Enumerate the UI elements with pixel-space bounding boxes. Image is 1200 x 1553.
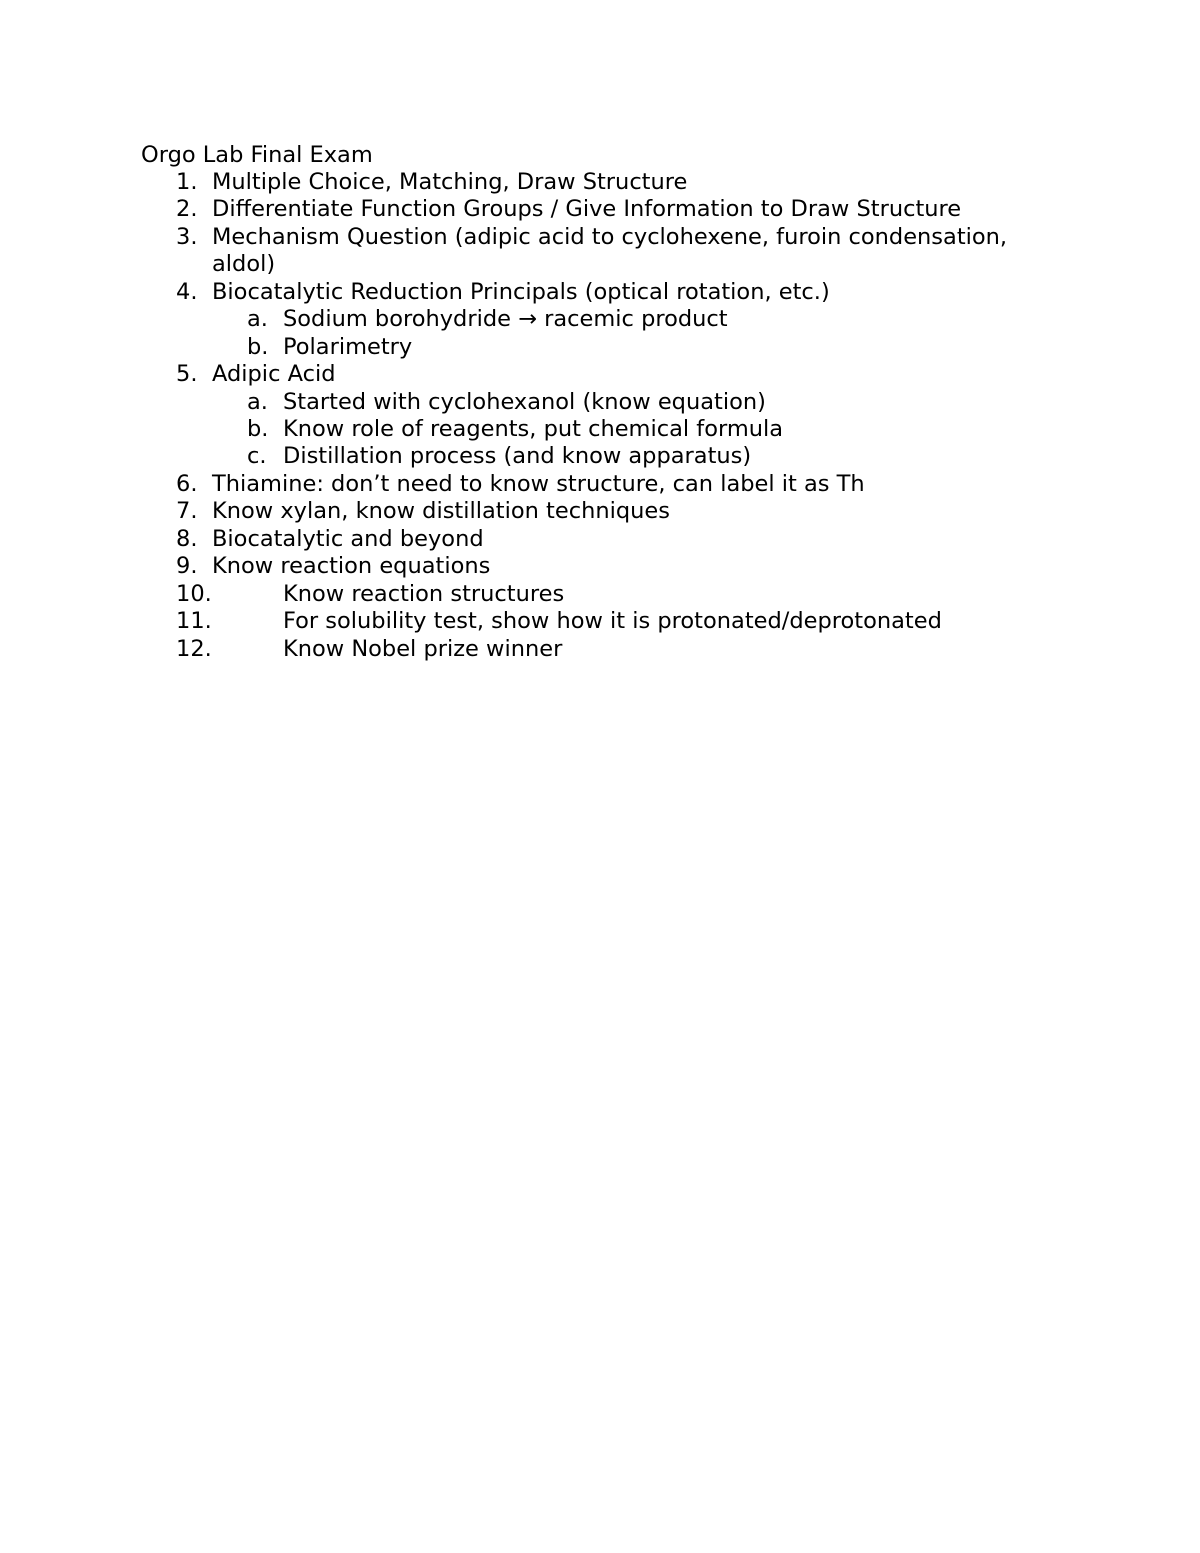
item-text: Adipic Acid xyxy=(212,361,336,387)
item-number: 8. xyxy=(176,526,198,552)
subitem-letter: b. xyxy=(247,334,269,360)
subitem-text: Started with cyclohexanol (know equation) xyxy=(283,389,766,415)
item-text: Mechanism Question (adipic acid to cyclohexene, furoin condensation, xyxy=(212,224,1008,250)
item-text: Know xylan, know distillation techniques xyxy=(212,498,670,524)
item-text: Biocatalytic Reduction Principals (optical rotation, etc.) xyxy=(212,279,830,305)
item-text: Know Nobel prize winner xyxy=(283,636,563,662)
item-number: 4. xyxy=(176,279,198,305)
item-number: 2. xyxy=(176,196,198,222)
item-text: For solubility test, show how it is protonated/deprotonated xyxy=(283,608,942,634)
item-text: Know reaction equations xyxy=(212,553,491,579)
item-number: 7. xyxy=(176,498,198,524)
item-number: 10. xyxy=(176,581,212,607)
item-number: 3. xyxy=(176,224,198,250)
subitem-text: Sodium borohydride → racemic product xyxy=(283,306,728,332)
item-text: Multiple Choice, Matching, Draw Structure xyxy=(212,169,688,195)
item-text: Differentiate Function Groups / Give Information to Draw Structure xyxy=(212,196,962,222)
item-text: Thiamine: don’t need to know structure, can label it as Th xyxy=(212,471,865,497)
subitem-text: Distillation process (and know apparatus) xyxy=(283,443,752,469)
subitem-letter: c. xyxy=(247,443,267,469)
subitem-text: Know role of reagents, put chemical formula xyxy=(283,416,784,442)
item-text-continuation: aldol) xyxy=(212,251,276,277)
item-number: 1. xyxy=(176,169,198,195)
subitem-text: Polarimetry xyxy=(283,334,413,360)
document-title: Orgo Lab Final Exam xyxy=(141,142,373,168)
subitem-letter: a. xyxy=(247,306,268,332)
item-number: 6. xyxy=(176,471,198,497)
item-text: Biocatalytic and beyond xyxy=(212,526,484,552)
item-number: 5. xyxy=(176,361,198,387)
subitem-letter: b. xyxy=(247,416,269,442)
subitem-letter: a. xyxy=(247,389,268,415)
item-number: 12. xyxy=(176,636,212,662)
item-text: Know reaction structures xyxy=(283,581,565,607)
item-number: 9. xyxy=(176,553,198,579)
item-number: 11. xyxy=(176,608,212,634)
